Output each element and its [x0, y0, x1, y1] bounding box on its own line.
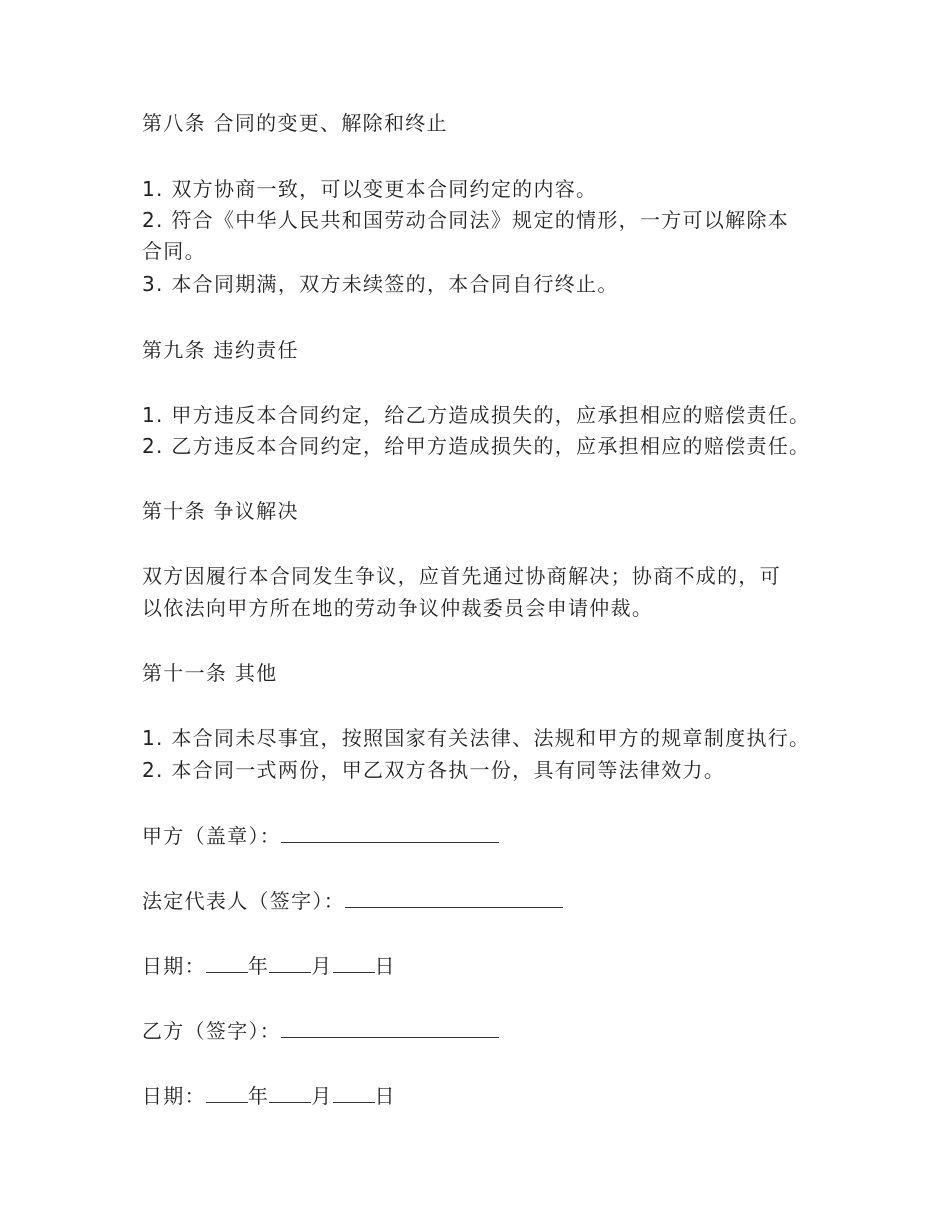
party-b-label: 乙方（签字）：: [142, 1019, 282, 1043]
party-a-label: 甲方（盖章）：: [142, 824, 282, 848]
party-b-signature-blank: [281, 1019, 499, 1038]
date-row-party-a: [142, 954, 396, 978]
date-label-2: 日期：: [142, 1084, 206, 1108]
day-blank: [333, 954, 375, 973]
year-blank-2: [206, 1084, 248, 1103]
article-8-item-2-line-2: 合同。: [142, 239, 206, 263]
party-a-seal-blank: [281, 824, 499, 843]
article-8-title: 第八条 合同的变更、解除和终止: [142, 111, 448, 135]
party-a-signature-row: [142, 824, 499, 848]
year-blank: [206, 954, 248, 973]
article-11-title: 第十一条 其他: [142, 661, 278, 685]
month-blank: [269, 954, 311, 973]
article-10-para-line-2: 以依法向甲方所在地的劳动争议仲裁委员会申请仲裁。: [142, 596, 654, 620]
legal-rep-signature-row: [142, 889, 563, 913]
date-label: 日期：: [142, 954, 206, 978]
month-blank-2: [269, 1084, 311, 1103]
article-10-title: 第十条 争议解决: [142, 499, 299, 523]
month-label: 月: [311, 954, 333, 978]
date-row-party-b: [142, 1084, 396, 1108]
article-9-title: 第九条 违约责任: [142, 338, 299, 362]
party-b-signature-row: [142, 1019, 499, 1043]
legal-rep-label: 法定代表人（签字）：: [142, 889, 345, 913]
article-9-item-2: 2. 乙方违反本合同约定，给甲方造成损失的，应承担相应的赔偿责任。: [142, 434, 811, 458]
article-11-item-1: 1. 本合同未尽事宜，按照国家有关法律、法规和甲方的规章制度执行。: [142, 726, 811, 750]
legal-rep-signature-blank: [345, 889, 563, 908]
article-8-item-3: 3. 本合同期满，双方未续签的，本合同自行终止。: [142, 272, 619, 296]
article-11-item-2: 2. 本合同一式两份，甲乙双方各执一份，具有同等法律效力。: [142, 758, 726, 782]
article-10-para-line-1: 双方因履行本合同发生争议，应首先通过协商解决；协商不成的，可: [142, 564, 781, 588]
month-label-2: 月: [311, 1084, 333, 1108]
article-8-item-2-line-1: 2. 符合《中华人民共和国劳动合同法》规定的情形，一方可以解除本: [142, 208, 790, 232]
article-8-item-1: 1. 双方协商一致，可以变更本合同约定的内容。: [142, 177, 598, 201]
day-label: 日: [374, 954, 396, 978]
article-9-item-1: 1. 甲方违反本合同约定，给乙方造成损失的，应承担相应的赔偿责任。: [142, 403, 811, 427]
day-blank-2: [333, 1084, 375, 1103]
year-label-2: 年: [247, 1084, 270, 1108]
day-label-2: 日: [374, 1084, 396, 1108]
year-label: 年: [247, 954, 270, 978]
